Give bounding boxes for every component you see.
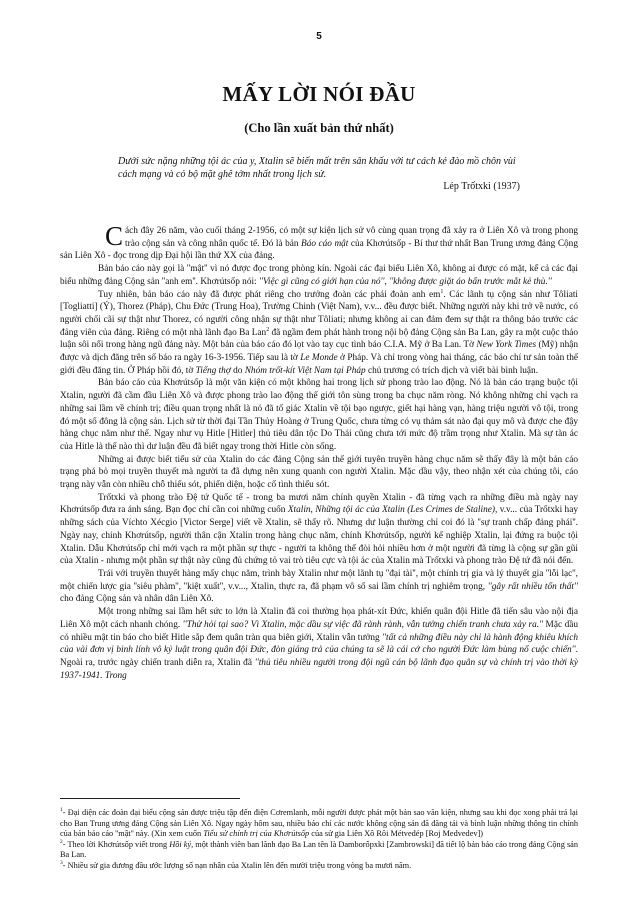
text-run: Nhóm trốt-kít Việt Nam tại Pháp <box>244 365 366 376</box>
text-run: Một trong những sai lầm hết sức to lớn là Xtalin đã coi thường họa phát-xít Đức, khiến quân đội Hitle đã tiến sâu vào nội địa Liên Xô một cách nhanh chóng. <box>60 607 578 630</box>
footnote-divider <box>60 798 240 799</box>
text-run: Báo cáo mật <box>301 238 349 249</box>
text-run: Bản báo cáo này gọi là ''mật'' vì nó được đọc trong phòng kín. Ngoài các đại biểu Liên Xô, không ai được có mặt, kể cả các đại biểu những đảng Cộng sản ''anh em''. Khơrútsốp nói: <box>60 264 578 287</box>
page-title: MẤY LỜI NÓI ĐẦU <box>222 82 416 106</box>
body-paragraph <box>60 289 578 378</box>
text-run: Trái với truyền thuyết hàng mấy chục năm, trình bày Xtalin như một lãnh tụ ''đại tài'', một chính trị gia và lý thuyết gia ''lỗi lạc'', một chiến lược gia ''siêu phàm'', ''kiệt xuất'', v.v..., Xtalin, thực ra, đã phạm vô số sai lầm chính trị nghiêm trọng, <box>60 568 578 592</box>
text-run: (Mỹ) nhận được và dịch đăng trên số báo ra ngày 16-3-1956. Tiếp sau là tờ <box>60 340 578 364</box>
text-run: Xtalin, Những tội ác của Xtalin (Les Crimes de Staline) <box>287 505 495 516</box>
epigraph-author: Lép Trốtxki (1937) <box>443 181 520 192</box>
text-run: - Đại diện các đoàn đại biểu cộng sản được triệu tập đến điện Cơremlanh, mỗi người được phát một bản sao văn kiện, nhưng sau khi đọc xong phải trả lại cho Ban Trung ương đảng Cộng sản Liên Xô. Ngay ngày hôm sau, nhiều báo chí các nước không cộng sản đã đăng tải và bình luận những thông tin chính của bản báo cáo ''mật'' này. (Xin xem cuốn <box>60 808 578 839</box>
drop-cap: C <box>105 221 124 251</box>
footnote-item <box>60 808 578 840</box>
body-paragraph <box>60 492 578 568</box>
page-subtitle: (Cho lần xuất bản thứ nhất) <box>244 121 394 135</box>
body-paragraph <box>60 221 578 263</box>
text-run: Mặc dầu có nhiều mật tin báo cho biết Hitle sắp đem quân tràn qua biên giới, Xtalin vẫn tưởng <box>60 619 578 643</box>
text-run: , v.v... của Trốtxki hay những sách của Víchto Xécgio [Victor Serge] viết về Xtalin, sẽ thấy rõ. Nhưng dư luận thường chỉ coi đó là ''sự tranh chấp đảng phái''. Ngày nay, chính Khơrútsốp, người thân cận Xtalin trong hàng chục năm, chính Khơrútsốp, người kế nghiệp Xtalin, lại đứng ra buộc tội Xtalin. Dẫu Khơrútsốp chỉ mới vạch ra một phần sự thực - người ta không thể đòi hỏi nhiều hơn ở một người đã từng là cộng sự gần gũi của Xtalin - nhưng một phần sự thật này cũng đủ chứng tỏ vai trò tiêu cực và tội ác của Xtalin mà Trốtxki và phong trào Đệ tứ đã nói đến. <box>60 505 578 567</box>
body-paragraph <box>60 606 578 682</box>
text-run: , <box>384 276 390 287</box>
text-run: ở Pháp. Và chỉ trong vòng hai tháng, các báo chí tư sản toàn thế giới đều đăng tin. Ở Pháp hồi đó, tờ <box>60 353 579 376</box>
text-run: cho đảng Cộng sản và nhân dân Liên Xô. <box>60 594 214 605</box>
text-run: Hồi ký <box>169 839 192 849</box>
text-run: Tuy nhiên, bản báo cáo này đã được phát riêng cho trưởng đoàn các phái đoàn anh em <box>98 289 441 300</box>
text-run: Bản báo cáo của Khơrútsốp là một văn kiện có một không hai trong lịch sử phong trào lao động. Nó là bản cáo trạng buộc tội Xtalin, người đã cầm đầu Liên Xô và được phong trào lao động thế giới tôn sùng trong ba chục năm ròng. Nó không những chỉ vạch ra những sai lầm về chính trị; điều quan trọng nhất là nó đã tố giác Xtalin về tội bạo ngược, giết hại hàng vạn, hàng triệu người vô tội, trong đó một số đông là cộng sản. Lịch sử từ thời đại Tần Thủy Hoàng ở Trung Quốc, chưa từng có vụ thảm sát nào đại quy mô và được che đậy hàng chục năm như thế. Ngay như vụ Hitle [Hitler] thủ tiêu dân tộc Do Thái cũng chưa tới mức độ trầm trọng như Xtalin. Mà sự tàn ác của Hitle là thế nào thì dư luận đều đã biết ngay trong thời Hitle còn sống. <box>60 378 578 452</box>
text-run: ''tất cả những điều này chỉ là hành động khiêu khích của vài đơn vị binh lính vô kỷ luật trong quân đội Đức, đòn giáng trả của chúng ta sẽ là cái cớ cho người Đức làm bùng nổ cuộc chiến'' <box>60 632 578 656</box>
text-run: đã ngầm đem phát hành trong nội bộ đảng Cộng sản Ba Lan, gây ra một cuộc thảo luận sôi nổi trong hàng ngũ đảng này. Một bản của báo cáo đó lọt vào tay cục tình báo C.I.A. Mỹ ở Ba Lan. Tờ <box>60 327 578 351</box>
body-paragraph <box>60 568 578 606</box>
footnote-item <box>60 840 578 861</box>
text-run: Tiểu sử chính trị của Khơrútsốp <box>203 829 310 839</box>
body-paragraph <box>60 454 578 492</box>
text-run: , một thành viên ban lãnh đạo Ba Lan tên là Damborốpxki [Zambrowski] đã tiết lộ bản báo cáo trong đảng Cộng sản Ba Lan. <box>60 839 578 860</box>
page-number: 5 <box>316 31 322 42</box>
footnote-number: 1 <box>60 807 63 814</box>
text-run: ''thủ tiêu nhiều người trong đội ngũ cán bộ lãnh đạo quân sự và chính trị vào thời kỳ 1937-1941. Trong <box>60 657 578 681</box>
body-paragraph <box>60 377 578 453</box>
text-run: Trốtxki và phong trào Đệ tứ Quốc tế - trong ba mươi năm chính quyền Xtalin - đã từng vạch ra những điều mà ngày nay Khơrútsốp đưa ra ánh sáng. Bạn đọc chỉ cần coi những cuốn <box>60 492 578 516</box>
body-paragraph <box>60 263 578 288</box>
text-run: New York Times <box>476 340 537 351</box>
text-run: Le Monde <box>300 353 338 364</box>
text-run: - Theo lời Khơrútsốp viết trong <box>62 839 170 849</box>
text-run: ''không được giặt áo bẩn trước mắt kẻ thù.'' <box>389 276 552 287</box>
text-run: của sử gia Liên Xô Rôi Métvedép [Roj Medvedev]) <box>309 829 484 839</box>
text-run: của Khơrútsốp - Bí thư thứ nhất Ban Trung ương đảng Cộng sản Liên Xô - đọc trong dịp Đại hội lần thứ XX của đảng. <box>60 238 578 262</box>
footnote-reference: 1 <box>440 288 444 295</box>
footnote-number: 3 <box>60 860 63 867</box>
body-text <box>60 221 579 682</box>
text-run: Tiếng thợ <box>195 365 231 376</box>
text-run: ''gây rất nhiều tổn thất'' <box>487 581 578 592</box>
footnotes <box>60 808 578 872</box>
text-run: . Các lãnh tụ cộng sản như Tôliati [Togliatti] (Ý), Thorez (Pháp), Chu Đức (Trung Hoa), Trường Chinh (Việt Nam), v.v... đều được biết. Những người này khi trở về nước, có người chối cãi sự thật như Thorez, có người công nhận sự thật như Tôliati; nhưng không ai can đảm đem sự thật ra thông báo trước các đảng viên của đảng. Riêng có một nhà lãnh đạo Ba Lan <box>60 289 579 338</box>
text-run: do <box>230 365 245 376</box>
text-run: - Nhiều sử gia đương đầu ước lượng số nạn nhân của Xtalin lên đến mười triệu trong vòng ba mươi năm. <box>62 860 412 870</box>
text-run: ''Thử hỏi tại sao? Vì Xtalin, mặc dầu sự việc đã rành rành, vẫn tưởng chiến tranh chưa xảy ra.'' <box>182 619 544 630</box>
text-run: Những ai được biết tiểu sử của Xtalin do các đảng Cộng sản thế giới tuyên truyền hàng chục năm sẽ thấy đây là một bản cáo trạng phá bỏ mọi truyền thuyết mà người ta đã dựng nên xung quanh con người Xtalin. Mặc dầu vậy, theo nhận xét của chúng tôi, cáo trạng này vẫn còn nhiều chỗ thiếu sót, phiến diện, hoặc cố tình thiếu sót. <box>60 454 578 491</box>
footnote-reference: 2 <box>266 326 270 333</box>
text-run: ''Việc gì cũng có giới hạn của nó'' <box>258 276 385 287</box>
text-run: . Ngoài ra, trước ngày chiến tranh diễn ra, Xtalin đã <box>60 645 578 668</box>
epigraph-quote: Dưới sức nặng những tội ác của y, Xtalin sẽ biến mất trên sân khấu với tư cách kẻ đào mồ chôn vùi cách mạng và cỏ bộ mặt ghê tởm nhất trong lịch sử. <box>118 156 516 180</box>
text-run: ách đây 26 năm, vào cuối tháng 2-1956, có một sự kiện lịch sử vô cùng quan trọng đã xảy ra ở Liên Xô và trong phong trào cộng sản và công nhân quốc tế. Đó là bản <box>125 226 578 249</box>
text-run: chủ trương có trích dịch và viết bài bình luận. <box>365 365 539 376</box>
footnote-number: 2 <box>60 839 63 846</box>
footnote-item <box>60 861 578 872</box>
